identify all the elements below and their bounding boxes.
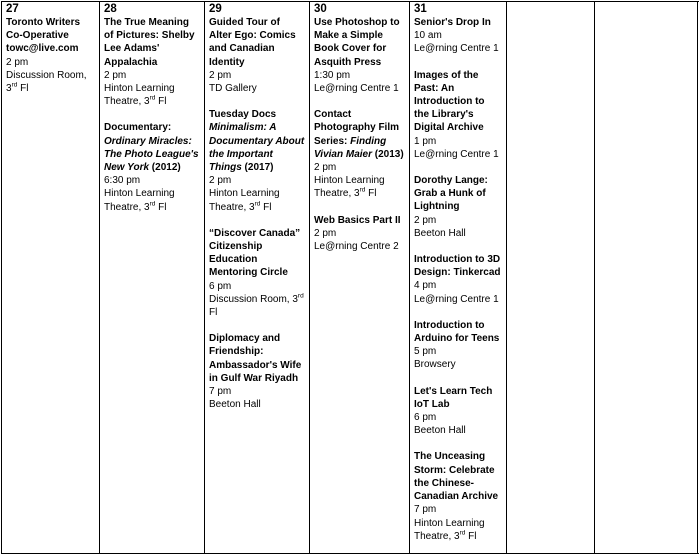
event-title-segment: Let's Learn Tech IoT Lab: [414, 385, 493, 410]
day-cell-28: [100, 1, 204, 553]
event-title-segment: Introduction to Arduino for Teens: [414, 319, 500, 345]
event-title: [414, 16, 502, 29]
event-item: [209, 16, 305, 95]
location-segment: Fl: [365, 188, 377, 200]
event-time: 2 pm: [414, 214, 437, 226]
event-list: [6, 16, 95, 95]
event-title: [6, 16, 95, 56]
location-segment: Beeton Hall: [414, 425, 466, 437]
day-number: 27: [6, 3, 19, 15]
event-item: [104, 16, 200, 108]
location-segment: Beeton Hall: [209, 399, 261, 411]
event-title: [314, 16, 405, 69]
location-segment: Fl: [155, 201, 167, 213]
ordinal-suffix: rd: [459, 529, 466, 537]
location-segment: Hinton Learning Theatre, 3: [104, 188, 175, 213]
event-title-segment: Documentary:: [104, 122, 172, 134]
event-title: [414, 319, 502, 345]
event-location: [314, 82, 405, 95]
event-time: 4 pm: [414, 280, 437, 292]
event-time: 6 pm: [414, 412, 437, 424]
event-location: [414, 424, 502, 437]
day-number: 31: [414, 3, 427, 15]
event-location: [314, 174, 405, 200]
event-title: [414, 253, 502, 279]
event-title-segment: Web Basics Part II: [314, 214, 401, 226]
location-segment: Fl: [155, 96, 167, 108]
event-title: [314, 108, 405, 161]
event-item: [104, 121, 200, 213]
event-time: 2 pm: [6, 56, 29, 68]
event-title: [209, 16, 305, 69]
event-list: [209, 16, 305, 411]
event-title-segment: Toronto Writers Co-Operative towc@live.com: [6, 17, 81, 55]
event-time: 2 pm: [314, 162, 337, 174]
event-title: [104, 16, 200, 69]
location-segment: Hinton Learning Theatre, 3: [209, 188, 280, 213]
event-title: [414, 69, 502, 135]
event-title-segment: The Unceasing Storm: Celebrate the Chinese-Canadian Archive: [414, 451, 499, 503]
location-segment: Le@rning Centre 1: [314, 83, 399, 95]
event-list: [414, 16, 502, 543]
event-location: [209, 398, 305, 411]
day-cell-29: [205, 1, 309, 553]
event-item: [414, 69, 502, 161]
location-segment: Fl: [465, 530, 477, 542]
event-location: [414, 148, 502, 161]
location-segment: Le@rning Centre 1: [414, 43, 499, 55]
event-item: [209, 227, 305, 319]
table-bottom-border: [1, 553, 699, 554]
event-item: [414, 385, 502, 438]
event-title-segment: The True Meaning of Pictures: Shelby Lee Adams' Appalachia: [104, 17, 195, 68]
event-time: 2 pm: [209, 175, 232, 187]
event-title-segment: (2013): [372, 148, 404, 160]
day-cell-31: [410, 1, 506, 553]
event-title-segment: Dorothy Lange: Grab a Hunk of Lightning: [414, 175, 488, 213]
event-location: [414, 517, 502, 543]
event-time: 1:30 pm: [314, 69, 351, 81]
location-segment: Hinton Learning Theatre, 3: [104, 83, 175, 108]
event-list: [314, 16, 405, 253]
day-number: 29: [209, 3, 222, 15]
location-segment: Fl: [209, 307, 218, 319]
event-location: [104, 82, 200, 108]
event-title: [414, 174, 502, 214]
event-title: [209, 108, 305, 174]
event-time: 6 pm: [209, 280, 232, 292]
event-time: 5 pm: [414, 346, 437, 358]
event-item: [414, 253, 502, 306]
location-segment: Le@rning Centre 1: [414, 293, 499, 305]
ordinal-suffix: rd: [359, 187, 366, 195]
location-segment: Le@rning Centre 1: [414, 148, 499, 160]
event-title: [104, 121, 200, 174]
ordinal-suffix: rd: [149, 94, 156, 102]
event-time: 7 pm: [414, 504, 437, 516]
event-item: [314, 16, 405, 95]
event-time: 10 am: [414, 30, 442, 42]
event-item: [314, 108, 405, 200]
event-title-segment: Images of the Past: An Introduction to the Library's Digital Archive: [414, 69, 485, 134]
event-title-segment: Diplomacy and Friendship: Ambassador's Wife in Gulf War Riyadh: [209, 333, 302, 384]
event-title: [314, 214, 405, 227]
event-title-italic-segment: Ordinary Miracles: The Photo League's New York: [104, 135, 199, 174]
event-title-segment: (2017): [241, 162, 274, 174]
day-cell-empty: [595, 1, 697, 553]
event-title: [414, 450, 502, 503]
event-time: 2 pm: [209, 69, 232, 81]
event-item: [414, 319, 502, 372]
location-segment: Fl: [260, 201, 272, 213]
day-number: 28: [104, 3, 117, 15]
event-title-segment: Tuesday Docs: [209, 109, 277, 121]
event-item: [414, 16, 502, 56]
event-title-segment: “Discover Canada” Citizenship Education Mentoring Circle: [209, 227, 301, 279]
ordinal-suffix: rd: [11, 81, 18, 89]
event-list: [104, 16, 200, 214]
event-title-segment: Senior's Drop In: [414, 17, 491, 28]
location-segment: Discussion Room, 3: [6, 69, 87, 95]
column-divider: [697, 1, 698, 553]
event-title-segment: (2012): [149, 162, 181, 174]
ordinal-suffix: rd: [297, 292, 304, 300]
event-title-segment: Use Photoshop to Make a Simple Book Cover for Asquith Press: [314, 17, 400, 68]
event-item: [414, 174, 502, 240]
location-segment: Browsery: [414, 359, 456, 371]
ordinal-suffix: rd: [254, 200, 261, 208]
event-title-segment: Guided Tour of Alter Ego: Comics and Canadian Identity: [209, 17, 296, 68]
event-location: [209, 187, 305, 213]
event-location: [209, 293, 305, 319]
event-location: [414, 293, 502, 306]
event-title-segment: Contact Photography Film Series:: [314, 109, 399, 147]
event-title: [209, 227, 305, 280]
location-segment: Le@rning Centre 2: [314, 241, 399, 253]
event-title: [209, 332, 305, 385]
event-item: [209, 332, 305, 411]
event-time: 7 pm: [209, 386, 232, 398]
location-segment: TD Gallery: [209, 83, 257, 95]
event-item: [314, 214, 405, 254]
event-title: [414, 385, 502, 411]
location-segment: Fl: [17, 83, 29, 95]
day-cell-27: [2, 1, 99, 553]
event-location: [414, 42, 502, 55]
event-title-italic-segment: Minimalism: A Documentary About the Important Things: [209, 122, 305, 174]
location-segment: Discussion Room, 3: [209, 293, 298, 305]
event-location: [314, 240, 405, 253]
event-title-italic-segment: Finding Vivian Maier: [314, 135, 387, 160]
location-segment: Hinton Learning Theatre, 3: [314, 175, 385, 200]
event-location: [414, 358, 502, 371]
location-segment: Hinton Learning Theatre, 3: [414, 517, 485, 542]
event-time: 1 pm: [414, 135, 437, 147]
event-time: 2 pm: [314, 227, 337, 239]
event-item: [414, 450, 502, 542]
location-segment: Beeton Hall: [414, 227, 466, 239]
day-cell-30: [310, 1, 409, 553]
event-time: 6:30 pm: [104, 175, 141, 187]
event-title-segment: Introduction to 3D Design: Tinkercad: [414, 254, 501, 279]
event-location: [209, 82, 305, 95]
event-location: [6, 69, 95, 95]
day-number: 30: [314, 3, 327, 15]
day-cell-empty: [507, 1, 594, 553]
event-item: [209, 108, 305, 214]
event-location: [414, 227, 502, 240]
ordinal-suffix: rd: [149, 200, 156, 208]
event-location: [104, 187, 200, 213]
event-time: 2 pm: [104, 69, 127, 81]
event-item: [6, 16, 95, 95]
